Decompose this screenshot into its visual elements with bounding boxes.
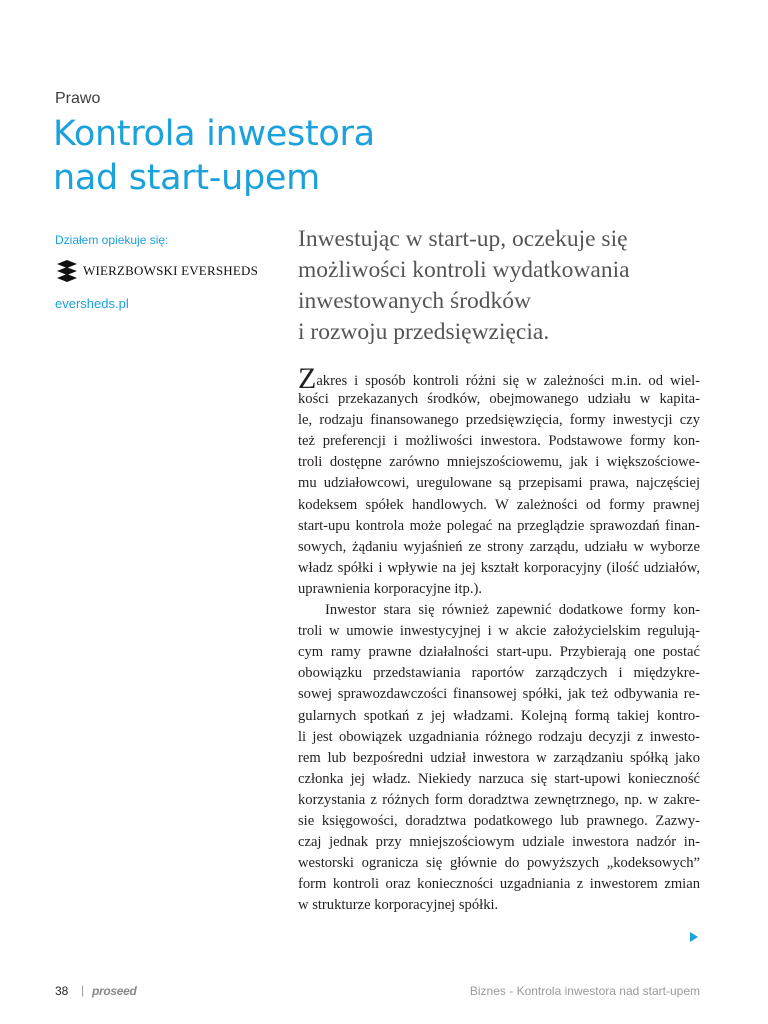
magazine-brand: proseed: [92, 984, 137, 998]
body-line: le, rodzaju finansowanego przedsięwzięcia, formy inwestycji czy: [298, 412, 700, 429]
page-title: [53, 112, 473, 200]
continue-arrow-icon[interactable]: [690, 932, 698, 942]
body-line: rem lub bezpośredni udział inwestora w zarządzaniu spółką jako: [298, 749, 700, 766]
body-line: sie księgowości, doradztwa podatkowego lub prawnego. Zazwy-: [298, 812, 700, 829]
body-line-text: akres i sposób kontroli różni się w zależności m.in. od wiel-: [316, 373, 700, 389]
body-line: mu udziałowcowi, uregulowane są przepisami prawa, najczęściej: [298, 475, 700, 492]
lead-line: możliwości kontroli wydatkowania: [298, 257, 630, 283]
lead-line: inwestowanych środków: [298, 288, 532, 314]
section-label: Prawo: [55, 90, 101, 107]
body-line: westorski ogranicza się głównie do powyższych „kodeksowych”: [298, 855, 700, 872]
lead-paragraph: [298, 224, 718, 348]
title-line-2: nad start-upem: [53, 158, 320, 198]
sponsor-name: WIERZBOWSKI EVERSHEDS: [83, 263, 258, 278]
running-title: Biznes - Kontrola inwestora nad start-upem: [469, 984, 700, 998]
body-line: li jest obowiązek uzgadniania różnego rodzaju decyzji z inwesto-: [298, 728, 700, 745]
body-line: cym ramy prawne działalności start-upu. Przybierają one postać: [298, 644, 700, 661]
body-line: [298, 362, 700, 395]
body-line: troli w umowie inwestycyjnej i w akcie założycielskim regulują-: [298, 623, 700, 640]
body-line: w strukturze korporacyjnej spółki.: [298, 897, 499, 914]
body-line: korzystania z różnych form doradztwa zewnętrznego, np. w zakre-: [298, 791, 700, 808]
drop-cap: Z: [298, 362, 317, 395]
eversheds-logo-icon: [55, 260, 79, 282]
title-line-1: Kontrola inwestora: [53, 114, 375, 154]
body-line: kodeksem spółek handlowych. W zależności od formy prawnej: [298, 496, 700, 513]
lead-line: i rozwoju przedsięwzięcia.: [298, 319, 550, 345]
body-line: członka jej władz. Niekiedy narzuca się start-upowi konieczność: [298, 770, 700, 787]
body-line: uprawnienia korporacyjne itp.).: [298, 580, 482, 597]
body-line: sowej sprawozdawczości finansowej spółki, jak też odbywania re-: [298, 686, 700, 703]
body-line: Inwestor stara się również zapewnić dodatkowe formy kon-: [325, 602, 700, 619]
body-line: władz spółki i wpływie na jej kształt korporacyjny (ilość udziałów,: [298, 559, 700, 576]
body-line: start-upu kontrola może polegać na przeglądzie sprawozdań finan-: [298, 517, 700, 534]
article-body: [298, 362, 700, 916]
body-line: kości przekazanych środków, obejmowanego udziału w kapita-: [298, 391, 700, 408]
lead-line: Inwestując w start-up, oczekuje się: [298, 226, 628, 252]
body-line: form kontroli oraz konieczności uzgadniania z inwestorem zmian: [298, 876, 700, 893]
page-number: 38: [55, 984, 69, 998]
body-line: obowiązku przedstawiania raportów zarządczych i międzykre-: [298, 665, 700, 682]
body-line: czaj jednak przy mniejszościowym udziale inwestora nadzór in-: [298, 834, 700, 851]
body-line: też preferencji i możliwości inwestora. Podstawowe formy kon-: [298, 433, 700, 450]
sponsor-label: Działem opiekuje się:: [55, 233, 169, 247]
body-line: sowych, żądaniu wyjaśnień ze strony zarządu, udziału w wyborze: [298, 538, 700, 555]
body-line: gularnych spotkań z jej władzami. Kolejną formą takiej kontro-: [298, 707, 700, 724]
body-line: troli dostępne zarówno mniejszościowemu, jak i większościowe-: [298, 454, 700, 471]
sponsor-link[interactable]: eversheds.pl: [55, 296, 129, 311]
footer-separator: |: [81, 983, 85, 997]
sponsor-logo: [55, 260, 258, 282]
